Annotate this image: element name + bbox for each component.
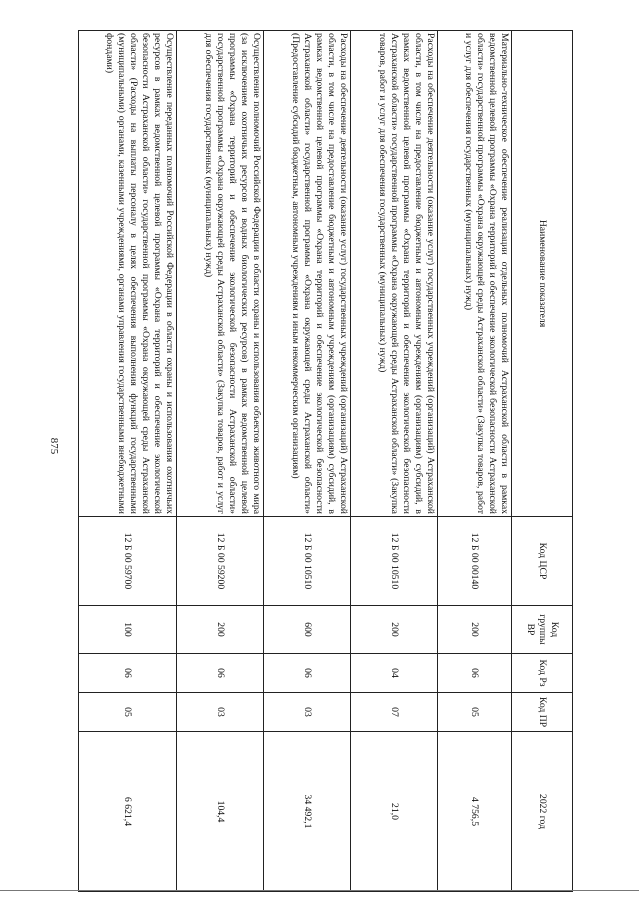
row-rz: 06 [264, 654, 351, 693]
row-rz: 06 [177, 654, 264, 693]
row-csr: 12 Б 00 00140 [438, 517, 512, 606]
row-vr: 600 [264, 606, 351, 654]
table-row [177, 31, 264, 892]
table-row [264, 31, 351, 892]
row-vr: 200 [177, 606, 264, 654]
header-csr: Код ЦСР [512, 517, 573, 606]
row-pr: 03 [264, 693, 351, 732]
rotated-table-container [76, 30, 573, 891]
row-vr: 100 [79, 606, 177, 654]
row-name: Расходы на обеспечение деятельности (оказание услуг) государственных учреждений (организаций) Астраханской области, в том числе на предоставление бюджетным и автономным учреждениям (организациям) субсидий, в рамках ведомственной целевой программы «Охрана территорий и обеспечение экологической безопасности Астраханской области» государственной программы «Охрана окружающей среды Астраханской области» (Закупка товаров, работ и услуг для обеспечения государственных (муниципальных) нужд) [351, 31, 438, 517]
page-number: 875 [48, 437, 60, 455]
header-rz: Код Рз [512, 654, 573, 693]
row-csr: 12 Б 00 59700 [79, 517, 177, 606]
row-csr: 12 Б 00 59200 [177, 517, 264, 606]
row-amount: 4 756,5 [438, 732, 512, 892]
row-pr: 07 [351, 693, 438, 732]
row-csr: 12 Б 00 10510 [351, 517, 438, 606]
header-name: Наименование показателя [512, 31, 573, 517]
row-rz: 06 [438, 654, 512, 693]
table-row [79, 31, 177, 892]
table-row [351, 31, 438, 892]
row-pr: 03 [177, 693, 264, 732]
row-vr: 200 [351, 606, 438, 654]
row-name: Расходы на обеспечение деятельности (оказание услуг) государственных учреждений (организаций) Астраханской области, в том числе на предоставление бюджетным и автономным учреждениям (организациям) субсидий, в рамках ведомственной целевой программы «Охрана территорий и обеспечение экологической безопасности Астраханской области» государственной программы «Охрана окружающей среды Астраханской области» (Предоставление субсидий бюджетным, автономным учреждениям и иным некоммерческим организациям) [264, 31, 351, 517]
row-amount: 34 492,1 [264, 732, 351, 892]
table-row [438, 31, 512, 892]
budget-table [78, 30, 573, 892]
header-year: 2022 год [512, 732, 573, 892]
row-name: Материально-техническое обеспечение реализации отдельных полномочий Астраханской области в рамках ведомственной целевой программы «Охрана территорий и обеспечение экологической безопасности Астраханской области» государственной программы «Охрана окружающей среды Астраханской области» (Закупка товаров, работ и услуг для обеспечения государственных (муниципальных) нужд) [438, 31, 512, 517]
header-pr: Код ПР [512, 693, 573, 732]
row-pr: 05 [79, 693, 177, 732]
row-vr: 200 [438, 606, 512, 654]
row-rz: 04 [351, 654, 438, 693]
row-name: Осуществление переданных полномочий Российской Федерации в области охраны и использования охотничьих ресурсов в рамках ведомственной целевой программы «Охрана территорий и обеспечение экологической безопасности Астраханской области» государственной программы «Охрана окружающей среды Астраханской области» (Расходы на выплаты персоналу в целях обеспечения выполнения функций государственными (муниципальными) органами, казенными учреждениями, органами управления государственными внебюджетными фондами) [79, 31, 177, 517]
row-csr: 12 Б 00 10510 [264, 517, 351, 606]
row-rz: 06 [79, 654, 177, 693]
row-amount: 6 621,4 [79, 732, 177, 892]
row-amount: 104,4 [177, 732, 264, 892]
bottom-divider [0, 890, 639, 891]
row-pr: 05 [438, 693, 512, 732]
header-vr: Код группы ВР [512, 606, 573, 654]
row-name: Осуществление полномочий Российской Федерации в области охраны и использования объектов животного мира (за исключением охотничьих ресурсов и водных биологических ресурсов) в рамках ведомственной целевой программы «Охрана территорий и обеспечение экологической безопасности Астраханской области» государственной программы «Охрана окружающей среды Астраханской области» (Закупка товаров, работ и услуг для обеспечения государственных (муниципальных) нужд) [177, 31, 264, 517]
table-header-row [512, 31, 573, 892]
row-amount: 21,0 [351, 732, 438, 892]
